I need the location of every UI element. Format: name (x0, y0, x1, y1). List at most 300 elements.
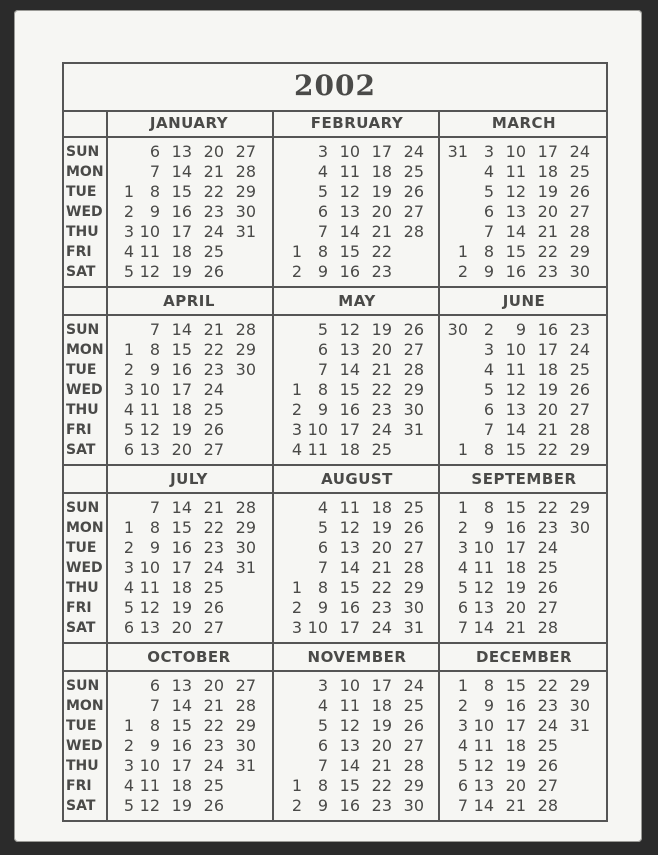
day-number: 28 (403, 558, 424, 577)
month-february (272, 110, 440, 286)
day-number: 6 (123, 440, 134, 459)
day-number: 23 (537, 518, 558, 537)
day-number: 15 (339, 578, 360, 597)
day-number: 22 (537, 440, 558, 459)
day-number: 14 (505, 222, 526, 241)
day-number: 11 (307, 440, 328, 459)
day-number: 10 (139, 558, 160, 577)
weekday-label: SAT (66, 264, 96, 280)
month-march (438, 110, 608, 286)
day-number: 17 (171, 558, 192, 577)
day-number: 5 (457, 756, 468, 775)
month-title: AUGUST (321, 470, 393, 488)
month-october (106, 644, 272, 822)
day-number: 19 (171, 420, 192, 439)
day-number: 8 (149, 340, 160, 359)
day-number: 23 (203, 538, 224, 557)
day-number: 14 (171, 320, 192, 339)
month-title: OCTOBER (147, 648, 231, 666)
day-number: 31 (403, 618, 424, 637)
weekday-label: THU (66, 402, 99, 418)
day-number: 23 (203, 360, 224, 379)
day-number: 24 (537, 716, 558, 735)
day-number: 3 (123, 222, 134, 241)
day-number: 19 (537, 182, 558, 201)
day-number: 30 (235, 202, 256, 221)
day-number: 26 (569, 182, 590, 201)
day-number: 10 (139, 222, 160, 241)
day-number: 22 (537, 676, 558, 695)
day-number: 15 (339, 380, 360, 399)
day-number: 2 (457, 262, 468, 281)
day-number: 15 (505, 498, 526, 517)
day-number: 27 (537, 598, 558, 617)
day-number: 24 (537, 538, 558, 557)
day-number: 7 (149, 696, 160, 715)
day-number: 3 (457, 538, 468, 557)
day-number: 27 (235, 676, 256, 695)
day-number: 28 (235, 498, 256, 517)
day-number: 17 (171, 756, 192, 775)
day-number: 27 (537, 776, 558, 795)
day-number: 12 (139, 796, 160, 815)
day-number: 8 (483, 498, 494, 517)
day-number: 9 (149, 202, 160, 221)
day-number: 16 (171, 202, 192, 221)
day-number: 10 (473, 538, 494, 557)
day-number: 16 (171, 360, 192, 379)
day-number: 29 (403, 776, 424, 795)
day-number: 9 (149, 538, 160, 557)
day-number: 1 (457, 498, 468, 517)
day-number: 18 (371, 498, 392, 517)
day-number: 21 (371, 222, 392, 241)
day-number: 2 (123, 202, 134, 221)
day-number: 18 (371, 162, 392, 181)
day-number: 14 (505, 420, 526, 439)
day-number: 2 (483, 320, 494, 339)
day-number: 17 (505, 716, 526, 735)
day-number: 2 (291, 400, 302, 419)
month-title: JUNE (502, 292, 546, 310)
day-number: 19 (171, 796, 192, 815)
day-number: 23 (537, 262, 558, 281)
day-number: 10 (505, 340, 526, 359)
day-number: 7 (149, 320, 160, 339)
day-number: 26 (403, 320, 424, 339)
day-number: 24 (203, 558, 224, 577)
day-number: 9 (149, 360, 160, 379)
day-number: 25 (203, 578, 224, 597)
day-number: 7 (483, 420, 494, 439)
day-number: 8 (483, 676, 494, 695)
day-number: 25 (537, 558, 558, 577)
day-number: 27 (403, 340, 424, 359)
day-number: 29 (235, 716, 256, 735)
day-number: 22 (371, 242, 392, 261)
day-number: 12 (505, 380, 526, 399)
month-july (106, 466, 272, 642)
weekday-label: SUN (66, 144, 100, 160)
day-number: 4 (123, 400, 134, 419)
day-number: 28 (537, 618, 558, 637)
day-number: 4 (123, 242, 134, 261)
day-number: 21 (537, 420, 558, 439)
day-number: 15 (505, 676, 526, 695)
day-number: 17 (537, 142, 558, 161)
day-number: 23 (371, 400, 392, 419)
day-number: 13 (473, 598, 494, 617)
day-number: 25 (203, 400, 224, 419)
day-number: 17 (171, 222, 192, 241)
month-title: JULY (170, 470, 208, 488)
day-number: 25 (403, 162, 424, 181)
day-number: 6 (317, 736, 328, 755)
day-number: 16 (339, 262, 360, 281)
day-number: 18 (171, 578, 192, 597)
day-number: 2 (291, 598, 302, 617)
day-number: 13 (171, 676, 192, 695)
day-number: 11 (505, 162, 526, 181)
day-number: 16 (505, 696, 526, 715)
month-title: SEPTEMBER (471, 470, 577, 488)
day-number: 26 (203, 796, 224, 815)
day-number: 19 (505, 578, 526, 597)
day-number: 4 (317, 162, 328, 181)
day-number: 19 (171, 598, 192, 617)
day-number: 22 (371, 578, 392, 597)
day-number: 6 (123, 618, 134, 637)
day-number: 21 (537, 222, 558, 241)
day-number: 21 (505, 796, 526, 815)
day-number: 19 (371, 320, 392, 339)
day-number: 30 (235, 736, 256, 755)
day-number: 26 (537, 578, 558, 597)
weekday-label: FRI (66, 778, 92, 794)
day-number: 3 (123, 380, 134, 399)
day-number: 5 (317, 716, 328, 735)
day-number: 28 (235, 320, 256, 339)
day-number: 5 (123, 420, 134, 439)
day-number: 29 (235, 182, 256, 201)
day-number: 12 (473, 756, 494, 775)
day-number: 17 (505, 538, 526, 557)
day-number: 12 (339, 182, 360, 201)
day-number: 31 (235, 558, 256, 577)
day-number: 21 (203, 498, 224, 517)
day-number: 31 (235, 222, 256, 241)
day-number: 14 (339, 222, 360, 241)
day-number: 15 (171, 340, 192, 359)
weekday-label: SAT (66, 620, 96, 636)
day-number: 1 (123, 518, 134, 537)
day-number: 26 (203, 420, 224, 439)
day-number: 2 (291, 796, 302, 815)
day-number: 21 (203, 696, 224, 715)
day-number: 17 (537, 340, 558, 359)
day-number: 10 (139, 756, 160, 775)
day-number: 29 (235, 340, 256, 359)
day-number: 20 (171, 618, 192, 637)
day-number: 25 (569, 360, 590, 379)
quarter-4 (64, 644, 606, 822)
day-number: 29 (403, 380, 424, 399)
day-number: 24 (371, 420, 392, 439)
day-number: 24 (569, 142, 590, 161)
month-title: APRIL (163, 292, 215, 310)
day-number: 12 (339, 320, 360, 339)
day-number: 9 (317, 262, 328, 281)
day-number: 30 (235, 360, 256, 379)
day-number: 4 (483, 162, 494, 181)
day-number: 14 (171, 498, 192, 517)
weekday-label: THU (66, 580, 99, 596)
day-number: 21 (371, 360, 392, 379)
quarter-1 (64, 110, 606, 288)
day-number: 19 (371, 716, 392, 735)
day-number: 1 (291, 776, 302, 795)
day-number: 28 (235, 696, 256, 715)
day-number: 13 (139, 440, 160, 459)
day-number: 17 (339, 618, 360, 637)
day-number: 7 (149, 498, 160, 517)
day-number: 8 (317, 776, 328, 795)
day-number: 4 (123, 776, 134, 795)
day-number: 19 (537, 380, 558, 399)
day-number: 30 (569, 262, 590, 281)
day-number: 20 (171, 440, 192, 459)
day-number: 25 (371, 440, 392, 459)
day-number: 5 (317, 182, 328, 201)
day-number: 14 (473, 796, 494, 815)
day-number: 7 (457, 796, 468, 815)
day-number: 5 (123, 796, 134, 815)
day-number: 21 (371, 558, 392, 577)
day-number: 3 (317, 676, 328, 695)
day-number: 13 (339, 340, 360, 359)
day-number: 18 (505, 736, 526, 755)
day-number: 18 (171, 400, 192, 419)
day-number: 16 (171, 538, 192, 557)
weekday-label: SUN (66, 500, 100, 516)
day-number: 20 (371, 340, 392, 359)
day-number: 5 (123, 598, 134, 617)
day-number: 5 (457, 578, 468, 597)
day-number: 17 (371, 142, 392, 161)
weekday-label: SAT (66, 442, 96, 458)
day-number: 7 (457, 618, 468, 637)
day-number: 15 (505, 242, 526, 261)
day-number: 17 (339, 420, 360, 439)
day-number: 15 (339, 776, 360, 795)
day-number: 27 (403, 736, 424, 755)
day-number: 3 (291, 618, 302, 637)
day-number: 13 (339, 736, 360, 755)
day-number: 29 (569, 498, 590, 517)
day-number: 11 (339, 162, 360, 181)
day-number: 18 (537, 360, 558, 379)
day-number: 20 (203, 142, 224, 161)
day-number: 10 (307, 618, 328, 637)
day-number: 13 (505, 202, 526, 221)
day-number: 3 (457, 716, 468, 735)
day-number: 14 (171, 162, 192, 181)
month-january (106, 110, 272, 286)
day-number: 18 (537, 162, 558, 181)
day-number: 6 (149, 676, 160, 695)
day-number: 22 (371, 380, 392, 399)
day-number: 15 (171, 182, 192, 201)
day-number: 30 (447, 320, 468, 339)
day-number: 28 (403, 756, 424, 775)
day-number: 6 (317, 340, 328, 359)
day-number: 1 (123, 340, 134, 359)
weekday-label: THU (66, 224, 99, 240)
day-number: 29 (569, 440, 590, 459)
month-title: NOVEMBER (307, 648, 407, 666)
day-number: 18 (171, 776, 192, 795)
weekday-label: SUN (66, 322, 100, 338)
weekday-label: MON (66, 520, 104, 536)
day-number: 20 (537, 400, 558, 419)
year-title: 2002 (64, 64, 606, 112)
day-number: 12 (139, 598, 160, 617)
day-number: 23 (371, 598, 392, 617)
month-september (438, 466, 608, 642)
day-number: 7 (317, 756, 328, 775)
day-number: 8 (483, 242, 494, 261)
day-number: 8 (317, 578, 328, 597)
day-number: 3 (317, 142, 328, 161)
day-number: 22 (203, 340, 224, 359)
day-number: 2 (123, 736, 134, 755)
day-number: 14 (339, 360, 360, 379)
month-june (438, 288, 608, 464)
month-april (106, 288, 272, 464)
day-number: 4 (291, 440, 302, 459)
day-number: 20 (371, 736, 392, 755)
day-number: 9 (515, 320, 526, 339)
day-number: 29 (235, 518, 256, 537)
day-number: 24 (203, 222, 224, 241)
day-number: 23 (569, 320, 590, 339)
day-number: 22 (537, 498, 558, 517)
weekday-label: WED (66, 560, 103, 576)
day-number: 8 (149, 182, 160, 201)
day-number: 24 (203, 380, 224, 399)
day-number: 27 (235, 142, 256, 161)
day-number: 20 (537, 202, 558, 221)
day-number: 27 (203, 618, 224, 637)
day-number: 29 (569, 242, 590, 261)
day-number: 2 (123, 538, 134, 557)
day-number: 3 (123, 756, 134, 775)
day-number: 11 (139, 400, 160, 419)
day-number: 5 (483, 380, 494, 399)
day-number: 8 (149, 518, 160, 537)
day-number: 28 (235, 162, 256, 181)
day-number: 13 (339, 202, 360, 221)
day-number: 24 (203, 756, 224, 775)
weekday-label: THU (66, 758, 99, 774)
day-number: 1 (457, 440, 468, 459)
day-number: 24 (403, 676, 424, 695)
day-number: 6 (317, 538, 328, 557)
weekday-label: MON (66, 164, 104, 180)
day-number: 27 (203, 440, 224, 459)
day-number: 26 (403, 716, 424, 735)
day-number: 9 (317, 400, 328, 419)
day-number: 3 (483, 142, 494, 161)
day-number: 22 (203, 518, 224, 537)
day-number: 3 (291, 420, 302, 439)
day-number: 13 (139, 618, 160, 637)
day-number: 22 (203, 716, 224, 735)
day-number: 31 (569, 716, 590, 735)
day-number: 9 (317, 796, 328, 815)
day-number: 4 (457, 736, 468, 755)
day-number: 19 (171, 262, 192, 281)
day-number: 27 (403, 538, 424, 557)
weekday-label: TUE (66, 540, 97, 556)
day-number: 29 (403, 578, 424, 597)
month-august (272, 466, 440, 642)
day-number: 7 (317, 360, 328, 379)
day-number: 9 (317, 598, 328, 617)
day-number: 25 (403, 498, 424, 517)
day-number: 30 (403, 400, 424, 419)
day-number: 6 (483, 202, 494, 221)
day-number: 16 (339, 796, 360, 815)
day-number: 18 (339, 440, 360, 459)
month-november (272, 644, 440, 822)
day-number: 19 (371, 182, 392, 201)
day-number: 5 (483, 182, 494, 201)
day-number: 27 (403, 202, 424, 221)
day-number: 9 (483, 518, 494, 537)
day-number: 25 (403, 696, 424, 715)
day-number: 15 (339, 242, 360, 261)
day-number: 4 (123, 578, 134, 597)
day-number: 20 (371, 538, 392, 557)
day-number: 2 (457, 696, 468, 715)
day-number: 4 (317, 498, 328, 517)
weekday-label: TUE (66, 184, 97, 200)
calendar-grid (62, 62, 608, 822)
day-number: 10 (307, 420, 328, 439)
day-number: 16 (339, 598, 360, 617)
day-number: 6 (457, 776, 468, 795)
day-number: 28 (569, 420, 590, 439)
day-number: 7 (317, 558, 328, 577)
day-number: 22 (537, 242, 558, 261)
day-number: 8 (149, 716, 160, 735)
day-number: 2 (123, 360, 134, 379)
day-number: 7 (317, 222, 328, 241)
day-number: 1 (291, 242, 302, 261)
day-number: 16 (339, 400, 360, 419)
day-number: 28 (403, 222, 424, 241)
weekday-label: SAT (66, 798, 96, 814)
day-number: 15 (171, 716, 192, 735)
day-number: 2 (457, 518, 468, 537)
day-number: 21 (203, 162, 224, 181)
day-number: 24 (403, 142, 424, 161)
month-title: MAY (338, 292, 376, 310)
day-number: 21 (505, 618, 526, 637)
day-number: 26 (569, 380, 590, 399)
day-number: 6 (457, 598, 468, 617)
